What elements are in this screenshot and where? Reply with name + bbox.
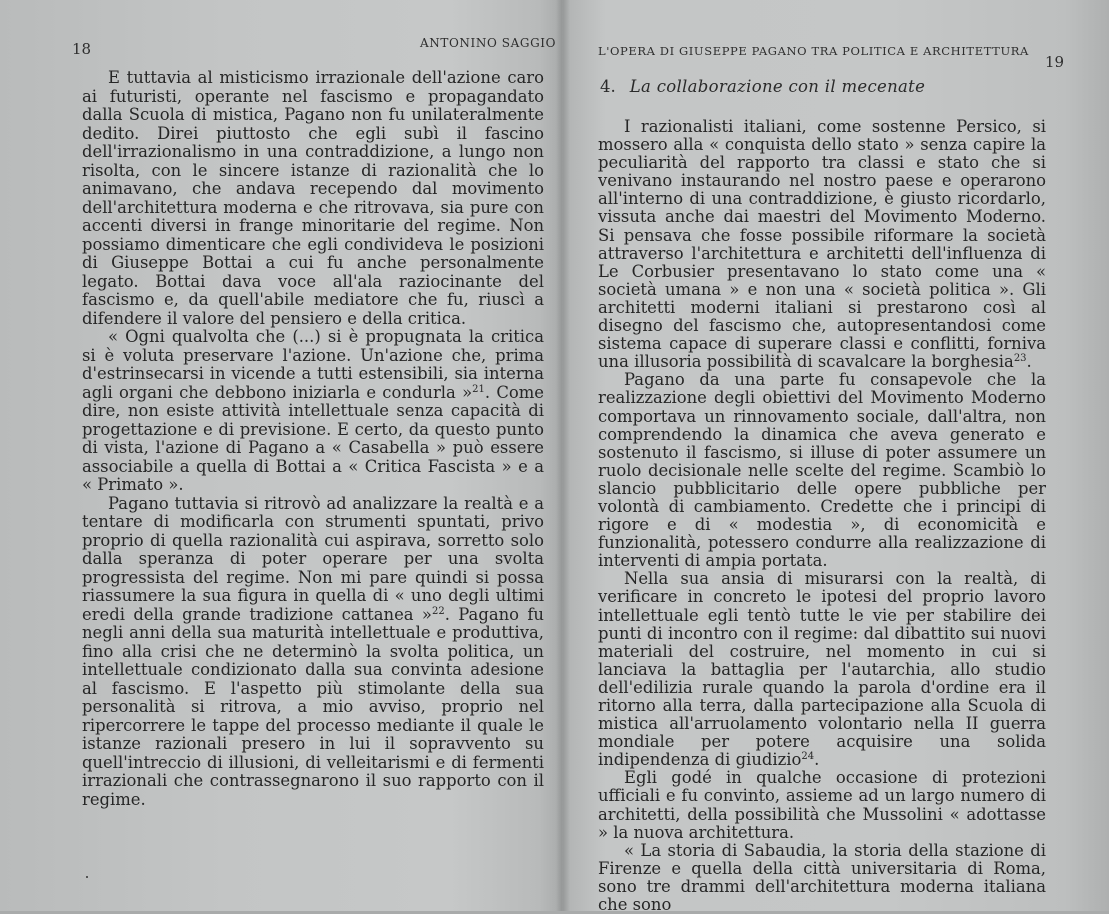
footnote-ref: 21 [472,383,485,395]
paragraph-text: . Pagano fu negli anni della sua maturità intellettuale e produttiva, fino alla crisi che ne determinò la svolta politica, un intellettuale condizionato dalla sua convinta adesione al fascismo. E l'aspetto più stimolante della sua personalità si ritrova, a mio avviso, proprio nel ripercorrere le tappe del processo mediante il quale le istanze razionali presero in lui il sopravvento su quell'intreccio di illusioni, di velleitarismi e di fermenti irrazionali che contrassegnarono il suo rapporto con il regime. [82,604,544,809]
page-number: 18 [72,40,92,58]
section-number: 4. [600,77,616,96]
paragraph: E tuttavia al misticismo irrazionale dell'azione caro ai futuristi, operante nel fascismo e propagandato dalla Scuola di mistica, Pagano non fu unilateralmente dedito. Direi piuttosto che egli subì il fascino dell'irrazionalismo in una contraddizione, a lungo non risolta, con le sincere istanze di razionalità che lo animavano, che andava recependo dal movimento dell'architettura moderna e che ritrovava, sia pure con accenti diversi in frange minoritarie del regime. Non possiamo dimenticare che egli condivideva le posizioni di Giuseppe Bottai a cui fu anche personalmente legato. Bottai dava voce all'ala raziocinante del fascismo e, da quell'abile mediatore che fu, riuscì a difendere il valore del pensiero e della critica. [82,68,544,328]
paragraph-text: I razionalisti italiani, come sostenne Persico, si mossero alla « conquista dello stato » senza capire la peculiarità del rapporto tra classi e stato che si venivano instaurando nel nostro paese e operarono all'interno di una contraddizione, è giusto ricordarlo, vissuta anche dai maestri del Movimento Moderno. Si pensava che fosse possibile riformare la società attraverso l'architettura e architetti dell'influenza di Le Corbusier presentavano lo stato come una « società umana » e non una « società politica ». Gli architetti moderni italiani si prestarono così al disegno del fascismo che, autopresentandosi come sistema capace di superare classi e conflitti, forniva una illusoria possibilità di scavalcare la borghesia [598,117,1046,372]
paragraph-text: Pagano tuttavia si ritrovò ad analizzare la realtà e a tentare di modificarla con strumenti spuntati, privo proprio di quella razionalità cui aspirava, sorretto solo dalla speranza di poter operare per una svolta progressista del regime. Non mi pare quindi si possa riassumere la sua figura in quella di « uno degli ultimi eredi della grande tradizione cattanea » [82,493,544,624]
paragraph-text: . [814,750,820,770]
footnote-ref: 23 [1013,353,1027,365]
running-head-author: ANTONINO SAGGIO [420,36,557,50]
paragraph [598,118,1046,371]
paragraph: Pagano da una parte fu consapevole che la realizzazione degli obiettivi del Movimento Moderno comportava un rinnovamento sociale, dall'altra, non comprendendo la dinamica che aveva generato e sostenuto il fascismo, si illuse di poter assumere un ruolo decisionale nelle scelte del regime. Scambiò lo slancio pubblicitario delle opere pubbliche per volontà di cambiamento. Credette che i principi di rigore e di « modestia », di economicità e funzionalità, potessero condurre alla realizzazione di interventi di ampia portata. [598,370,1046,571]
paper-speck [86,876,88,878]
footnote-ref: 22 [431,605,445,617]
right-page-body [598,118,1046,914]
paragraph [598,570,1046,769]
paragraph [82,495,544,810]
left-page-body [82,69,544,809]
running-head-title: L'OPERA DI GIUSEPPE PAGANO TRA POLITICA E ARCHITETTURA [598,44,1029,58]
right-page [562,0,1109,914]
footnote-ref: 24 [801,751,815,763]
paragraph-text: « Ogni qualvolta che (...) si è propugnata la critica si è voluta preservare l'azione. Un'azione che, prima d'estrinsecarsi in vicende a tutti estensibili, sia interna agli organi che debbono iniziarla e condurla » [82,327,544,402]
paragraph-text: Nella sua ansia di misurarsi con la realtà, di verificare in concreto le ipotesi del proprio lavoro intellettuale egli tentò tutte le vie per stabilire dei punti di incontro con il regime: dal dibattito sui nuovi materiali del costruire, nel momento in cui si lanciava la battaglia per l'autarchia, allo studio dell'edilizia rurale quando la parola d'ordine era il ritorno alla terra, dalla partecipazione alla Scuola di mistica all'arruolamento volontario nella II guerra mondiale per potere acquisire una solida indipendenza di giudizio [598,569,1046,770]
section-title: La collaborazione con il mecenate [629,77,926,96]
paragraph: « La storia di Sabaudia, la storia della stazione di Firenze e quella della città universitaria di Roma, sono tre drammi dell'architettura moderna italiana che sono [598,840,1046,914]
book-gutter [556,0,570,911]
paragraph [82,328,544,495]
paragraph-text: . Come dire, non esiste attività intellettuale senza capacità di progettazione e di previsione. E certo, da questo punto di vista, l'azione di Pagano a « Casabella » può essere associabile a quella di Bottai a « Critica Fascista » e a « Primato ». [82,382,544,494]
paragraph-text: . [1026,352,1032,372]
section-heading [600,77,925,96]
page-number: 19 [1045,53,1065,71]
paragraph: Egli godé in qualche occasione di protezioni ufficiali e fu convinto, assieme ad un largo numero di architetti, della possibilità che Mussolini « adottasse » la nuova architettura. [598,768,1046,842]
